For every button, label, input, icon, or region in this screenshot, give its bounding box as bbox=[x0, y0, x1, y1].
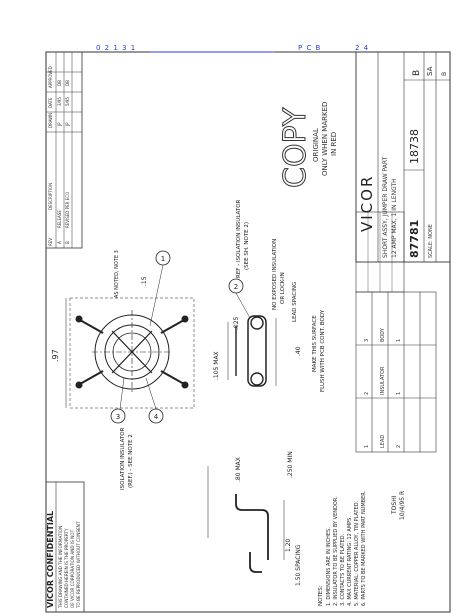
rev-b-drawn: JP bbox=[65, 122, 70, 126]
note3-ref: AS NOTED, NOTE 3 bbox=[114, 250, 120, 298]
isolation-left-label: ISOLATION INSULATOR bbox=[120, 427, 126, 490]
title-size: B bbox=[412, 69, 422, 76]
title-scale: SCALE: NONE bbox=[428, 224, 434, 258]
rev-b-desc: REVISED PER ECO bbox=[65, 191, 70, 228]
bom-2-desc: INSULATOR bbox=[380, 366, 386, 395]
rev-b-letter: B bbox=[65, 241, 70, 244]
copy-stamp bbox=[278, 102, 338, 188]
rev-a-drawn: JP bbox=[57, 122, 62, 126]
footer-tag-2: 10/4/95 R bbox=[399, 490, 406, 520]
stamp-copy: COPY bbox=[278, 107, 313, 188]
rev-a-date: 3/95 bbox=[57, 97, 62, 106]
make-flush-label-2: FLUSH WITH PCB CONT. BODY bbox=[320, 309, 326, 392]
note-4: 4. MAX CURRENT RATING: 12 AMPS. bbox=[347, 516, 353, 606]
dim-15: .15 bbox=[141, 276, 148, 286]
header-left-code: 0 2 1 3 1 bbox=[96, 44, 137, 52]
connector-top-view bbox=[66, 298, 194, 408]
rev-a-desc: RELEASE bbox=[57, 210, 62, 228]
title-part-no: 87781 bbox=[408, 219, 421, 258]
dim-150: 1.50 SPACING bbox=[295, 544, 302, 586]
rev-b-date: 5/95 bbox=[65, 97, 70, 106]
stamp-line-2: ONLY WHEN MARKED bbox=[321, 101, 329, 176]
note-3: 3. CONTACTS TO BE PLATED. bbox=[340, 533, 346, 606]
bom-1-desc: LEAD bbox=[380, 434, 386, 448]
balloon-2: 2 bbox=[233, 283, 239, 291]
ref-isolation-label: REF - ISOLATION INSULATOR bbox=[236, 199, 242, 278]
note-5: 5. MATERIAL: COPPER ALLOY, TIN PLATED. bbox=[354, 500, 360, 606]
dim-120: 1.20 bbox=[285, 538, 292, 552]
title-sheet: SA bbox=[426, 66, 434, 76]
confidential-line-1: THIS DRAWING AND THE INFORMATION bbox=[58, 525, 63, 608]
isolation-left-label-2: (REF.) - SEE NOTE 2 bbox=[128, 434, 134, 488]
header-center-code: P C B bbox=[298, 44, 322, 52]
confidential-line-4: TO BE REPRODUCED WITHOUT CONSENT bbox=[76, 521, 81, 608]
confidential-line-3: OF VICOR CORPORATION AND IS NOT bbox=[70, 529, 75, 608]
dim-250: .250 MIN bbox=[287, 451, 294, 478]
bom-2-item: 2 bbox=[364, 391, 370, 395]
no-exposed-label: NO EXPOSED INSULATION bbox=[272, 238, 278, 310]
title-desc-2: 12 AMP MAX, 1 IN LENGTH bbox=[391, 178, 398, 258]
bom-3-desc: BODY bbox=[380, 328, 386, 342]
rev-b-approved: DB bbox=[65, 80, 70, 86]
rev-col-drawn: DRAWN bbox=[48, 112, 53, 128]
dim-40: .40 bbox=[295, 346, 302, 356]
revision-block bbox=[46, 52, 82, 248]
dim-97: .97 bbox=[51, 349, 60, 362]
notes-title: NOTES: bbox=[318, 585, 324, 606]
dim-025: .025 bbox=[233, 316, 240, 330]
balloon-group bbox=[111, 251, 243, 423]
dim-80: .80 MAX bbox=[235, 457, 242, 482]
bom-3-qty: 1 bbox=[396, 338, 402, 342]
balloon-4: 4 bbox=[153, 413, 159, 421]
rev-a-letter: A bbox=[57, 241, 62, 244]
header-right-code: 2 4 bbox=[355, 44, 370, 52]
make-flush-label: MAKE THIS SURFACE bbox=[312, 315, 318, 372]
rev-col-date: DATE bbox=[48, 97, 53, 108]
title-rev: B bbox=[441, 71, 448, 76]
confidential-box bbox=[46, 482, 84, 612]
confidential-title: VICOR CONFIDENTIAL bbox=[46, 510, 55, 608]
bom-1-item: 1 bbox=[364, 444, 370, 448]
confidential-line-2: CONTAINED HEREIN IS THE PROPERTY bbox=[64, 528, 69, 608]
lead-detail bbox=[208, 466, 284, 572]
stamp-line-1: ORIGINAL bbox=[312, 128, 320, 162]
ref-note2-label: (SEE SH. NOTE 2) bbox=[244, 221, 250, 270]
title-desc-1: SHORT ASSY, JUMPER DRAW PART bbox=[382, 156, 389, 258]
lead-spacing-label: LEAD SPACING bbox=[292, 281, 298, 322]
bom-3-item: 3 bbox=[364, 338, 370, 342]
rev-col-approved: APPROVED bbox=[48, 66, 53, 88]
footer-tag-1: TOSHI bbox=[391, 495, 398, 514]
title-dwg-no: 18738 bbox=[408, 129, 421, 164]
title-company: VICOR bbox=[358, 174, 376, 232]
bom-table bbox=[356, 292, 436, 452]
balloon-3: 3 bbox=[115, 413, 121, 421]
rev-col-rev: REV bbox=[48, 237, 53, 246]
no-exposed-label-2: OR LOCK-IN bbox=[280, 272, 286, 304]
rev-col-desc: DESCRIPTION bbox=[48, 182, 53, 210]
note-1: 1. DIMENSIONS ARE IN INCHES. bbox=[326, 527, 332, 606]
bom-1-qty: 2 bbox=[396, 444, 402, 448]
notes-block bbox=[318, 490, 367, 606]
note-2: 2. INSULATOR TO BE SUPPLIED BY VENDOR. bbox=[333, 496, 339, 606]
title-block bbox=[356, 52, 450, 292]
rev-a-approved: DB bbox=[57, 80, 62, 86]
dim-105: .105 MAX bbox=[213, 351, 220, 380]
balloon-1: 1 bbox=[160, 255, 166, 263]
note-6: 6. PARTS TO BE MARKED WITH PART NUMBER. bbox=[361, 490, 367, 606]
stamp-line-3: IN RED bbox=[330, 131, 338, 156]
bom-2-qty: 1 bbox=[396, 391, 402, 395]
